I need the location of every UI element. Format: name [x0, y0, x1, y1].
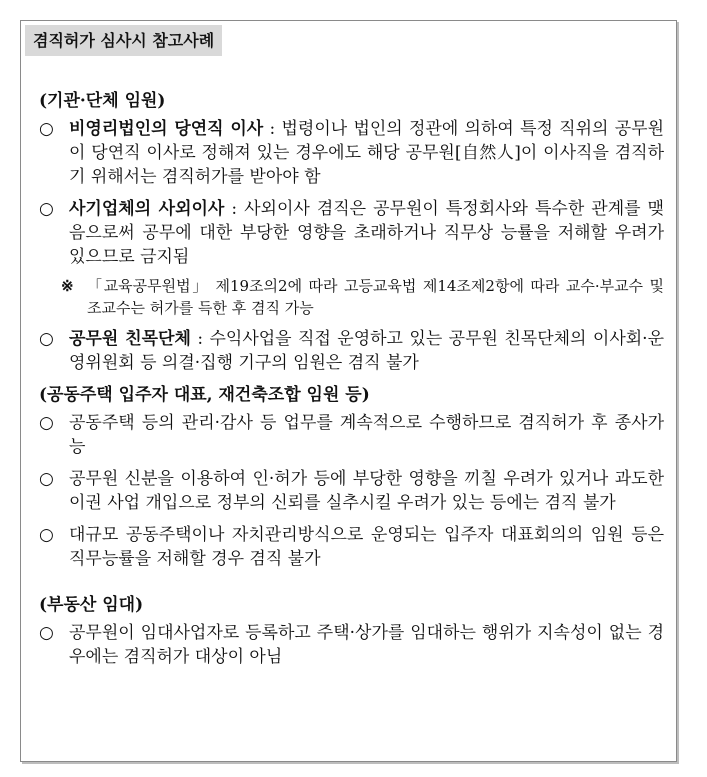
item-text: : 수익사업을 직접 운영하고 있는 공무원 친목단체의 이사회·운영위원회 등 의결·집행 기구의 임원은 겸직 불가	[69, 329, 664, 373]
item-lead: 비영리법인의 당연직 이사	[69, 119, 264, 139]
section-heading: (공동주택 입주자 대표, 재건축조합 임원 등)	[39, 385, 370, 405]
bullet-circle: ○	[39, 469, 54, 489]
bullet-circle: ○	[39, 119, 54, 139]
list-item	[39, 523, 664, 571]
list-item	[39, 197, 664, 269]
item-text: 공무원 신분을 이용하여 인·허가 등에 부당한 영향을 끼칠 우려가 있거나 과도한 이권 사업 개입으로 정부의 신뢰를 실추시킬 우려가 있는 등에는 겸직 불가	[69, 469, 664, 513]
item-text: 공동주택 등의 관리·감사 등 업무를 계속적으로 수행하므로 겸직허가 후 종사가능	[69, 413, 664, 457]
document-content	[39, 89, 664, 677]
item-text: : 법령이나 법인의 정관에 의하여 특정 직위의 공무원이 당연직 이사로 정해져 있는 경우에도 해당 공무원[自然人]이 이사직을 겸직하기 위해서는 겸직허가를 받아야 함	[69, 119, 664, 187]
bullet-circle: ○	[39, 199, 54, 219]
bullet-circle: ○	[39, 329, 54, 349]
note-mark: ※	[61, 277, 74, 295]
section-heading: (기관·단체 임원)	[39, 91, 166, 111]
note-text: 「교육공무원법」 제19조의2에 따라 고등교육법 제14조제2항에 따라 교수·부교수 및 조교수는 허가를 득한 후 겸직 가능	[87, 277, 664, 317]
document-frame	[20, 20, 677, 762]
list-item	[39, 467, 664, 515]
item-text: : 사외이사 겸직은 공무원이 특정회사와 특수한 관계를 맺음으로써 공무에 대한 부당한 영향을 초래하거나 직무상 능률을 저해할 우려가 있으므로 금지됨	[69, 199, 664, 267]
bullet-circle: ○	[39, 623, 54, 643]
item-text: 대규모 공동주택이나 자치관리방식으로 운영되는 입주자 대표회의의 임원 등은 직무능률을 저해할 경우 겸직 불가	[69, 525, 664, 569]
list-item	[39, 117, 664, 189]
note	[61, 275, 664, 319]
item-lead: 공무원 친목단체	[69, 329, 191, 349]
bullet-circle: ○	[39, 413, 54, 433]
item-text: 공무원이 임대사업자로 등록하고 주택·상가를 임대하는 행위가 지속성이 없는 경우에는 겸직허가 대상이 아님	[69, 623, 664, 667]
section-real-estate	[39, 593, 664, 669]
section-housing	[39, 383, 664, 571]
document-title: 겸직허가 심사시 참고사례	[25, 25, 222, 56]
item-lead: 사기업체의 사외이사	[69, 199, 225, 219]
section-institution	[39, 89, 664, 375]
bullet-circle: ○	[39, 525, 54, 545]
list-item	[39, 411, 664, 459]
section-heading: (부동산 임대)	[39, 595, 144, 615]
list-item	[39, 621, 664, 669]
list-item	[39, 327, 664, 375]
